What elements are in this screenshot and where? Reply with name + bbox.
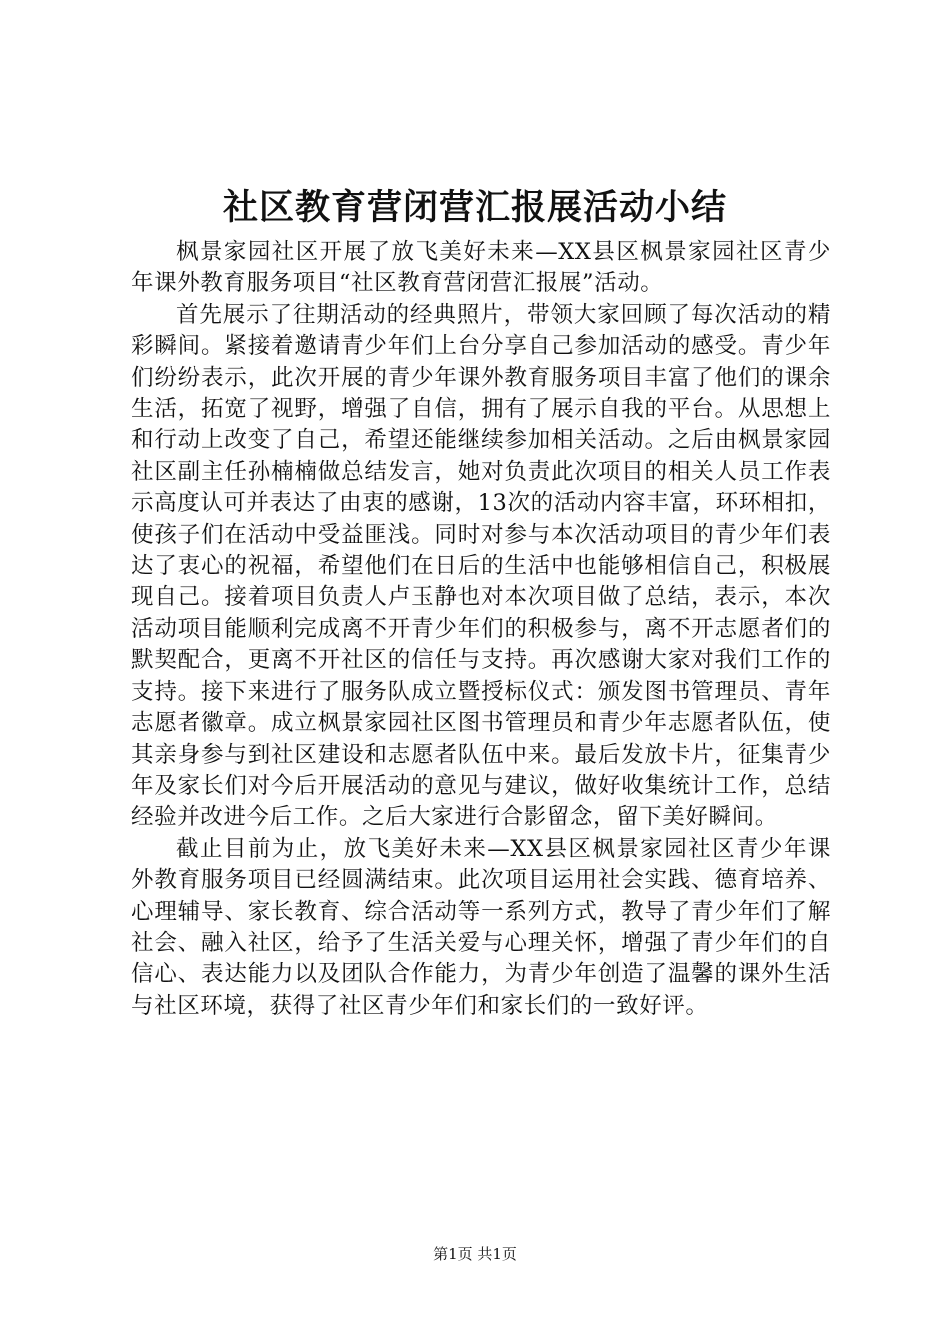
paragraph-intro: 枫景家园社区开展了放飞美好未来—XX县区枫景家园社区青少年课外教育服务项目“社区教育营闭营汇报展”活动。 [131, 239, 831, 297]
paragraph-activities: 首先展示了往期活动的经典照片，带领大家回顾了每次活动的精彩瞬间。紧接着邀请青少年们上台分享自己参加活动的感受。青少年们纷纷表示，此次开展的青少年课外教育服务项目丰富了他们的课余生活，拓宽了视野，增强了自信，拥有了展示自我的平台。从思想上和行动上改变了自己，希望还能继续参加相关活动。之后由枫景家园社区副主任孙楠楠做总结发言，她对负责此次项目的相关人员工作表示高度认可并表达了由衷的感谢，13次的活动内容丰富，环环相扣，使孩子们在活动中受益匪浅。同时对参与本次活动项目的青少年们表达了衷心的祝福，希望他们在日后的生活中也能够相信自己，积极展现自己。接着项目负责人卢玉静也对本次项目做了总结，表示，本次活动项目能顺利完成离不开青少年们的积极参与，离不开志愿者们的默契配合，更离不开社区的信任与支持。再次感谢大家对我们工作的支持。接下来进行了服务队成立暨授标仪式：颁发图书管理员、青年志愿者徽章。成立枫景家园社区图书管理员和青少年志愿者队伍，使其亲身参与到社区建设和志愿者队伍中来。最后发放卡片，征集青少年及家长们对今后开展活动的意见与建议，做好收集统计工作，总结经验并改进今后工作。之后大家进行合影留念，留下美好瞬间。 [131, 301, 831, 831]
document-body [131, 237, 831, 1022]
document-title: 社区教育营闭营汇报展活动小结 [222, 187, 727, 228]
paragraph-conclusion: 截止目前为止，放飞美好未来—XX县区枫景家园社区青少年课外教育服务项目已经圆满结束。此次项目运用社会实践、德育培养、心理辅导、家长教育、综合活动等一系列方式，教导了青少年们了解社会、融入社区，给予了生活关爱与心理关怀，增强了青少年们的自信心、表达能力以及团队合作能力，为青少年创造了温馨的课外生活与社区环境，获得了社区青少年们和家长们的一致好评。 [131, 835, 831, 1019]
page-footer: 第1页 共1页 [433, 1245, 517, 1263]
